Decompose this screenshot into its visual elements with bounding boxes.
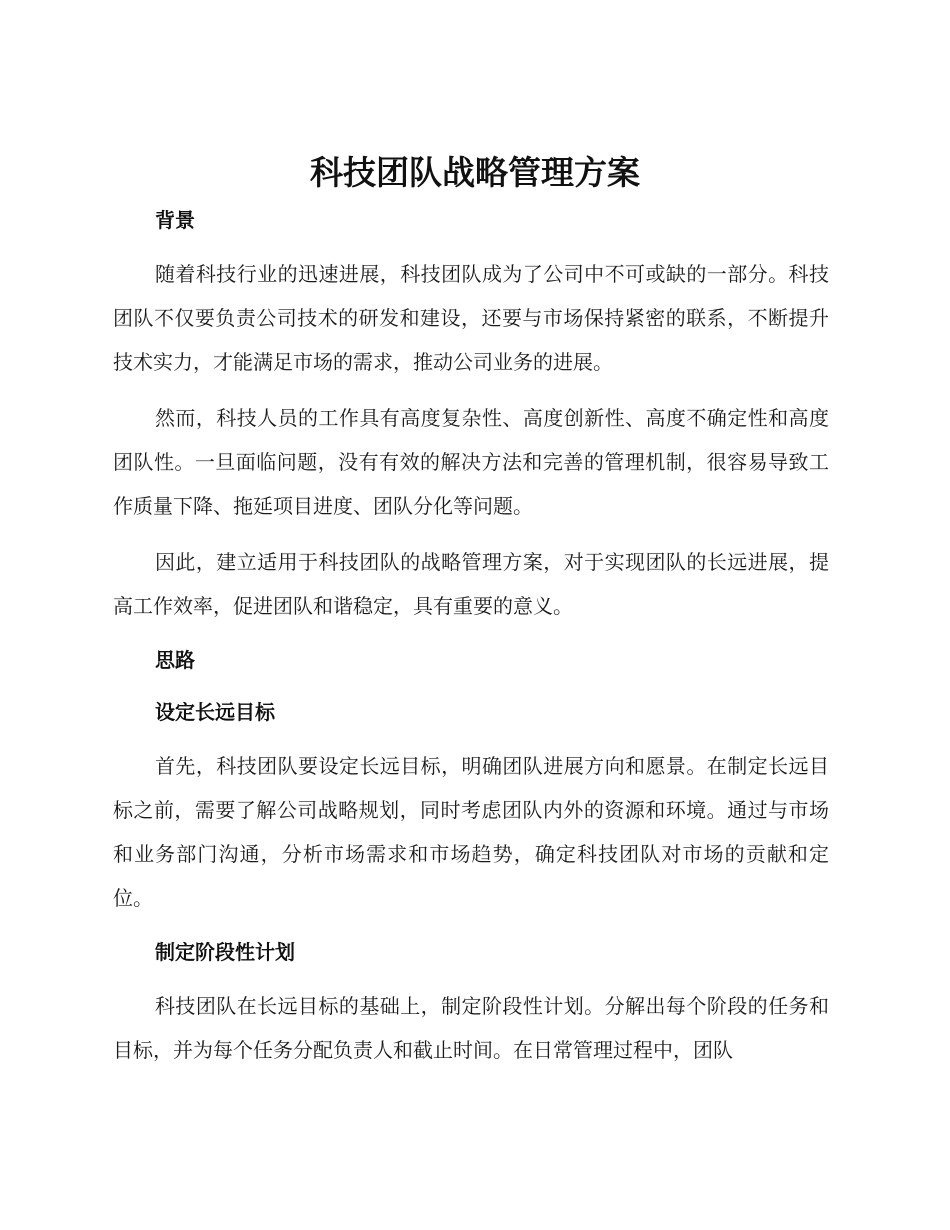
section-heading-background: 背景 (155, 208, 195, 232)
document-body (113, 200, 829, 1072)
paragraph: 然而，科技人员的工作具有高度复杂性、高度创新性、高度不确定性和高度团队性。一旦面临问题，没有有效的解决方法和完善的管理机制，很容易导致工作质量下降、拖延项目进度、团队分化等问题。 (113, 406, 829, 518)
paragraph: 随着科技行业的迅速进展，科技团队成为了公司中不可或缺的一部分。科技团队不仅要负责公司技术的研发和建设，还要与市场保持紧密的联系，不断提升技术实力，才能满足市场的需求，推动公司业务的进展。 (113, 262, 829, 374)
document-title: 科技团队战略管理方案 (310, 153, 640, 192)
paragraph: 首先，科技团队要设定长远目标，明确团队进展方向和愿景。在制定长远目标之前，需要了解公司战略规划，同时考虑团队内外的资源和环境。通过与市场和业务部门沟通，分析市场需求和市场趋势，确定科技团队对市场的贡献和定位。 (113, 754, 829, 910)
section-heading-approach: 思路 (155, 648, 195, 672)
subsection-heading-phased-plan: 制定阶段性计划 (155, 940, 295, 964)
paragraph: 科技团队在长远目标的基础上，制定阶段性计划。分解出每个阶段的任务和目标，并为每个任务分配负责人和截止时间。在日常管理过程中，团队 (113, 994, 829, 1062)
paragraph: 因此，建立适用于科技团队的战略管理方案，对于实现团队的长远进展，提高工作效率，促进团队和谐稳定，具有重要的意义。 (113, 550, 829, 618)
subsection-heading-long-term-goals: 设定长远目标 (155, 700, 275, 724)
